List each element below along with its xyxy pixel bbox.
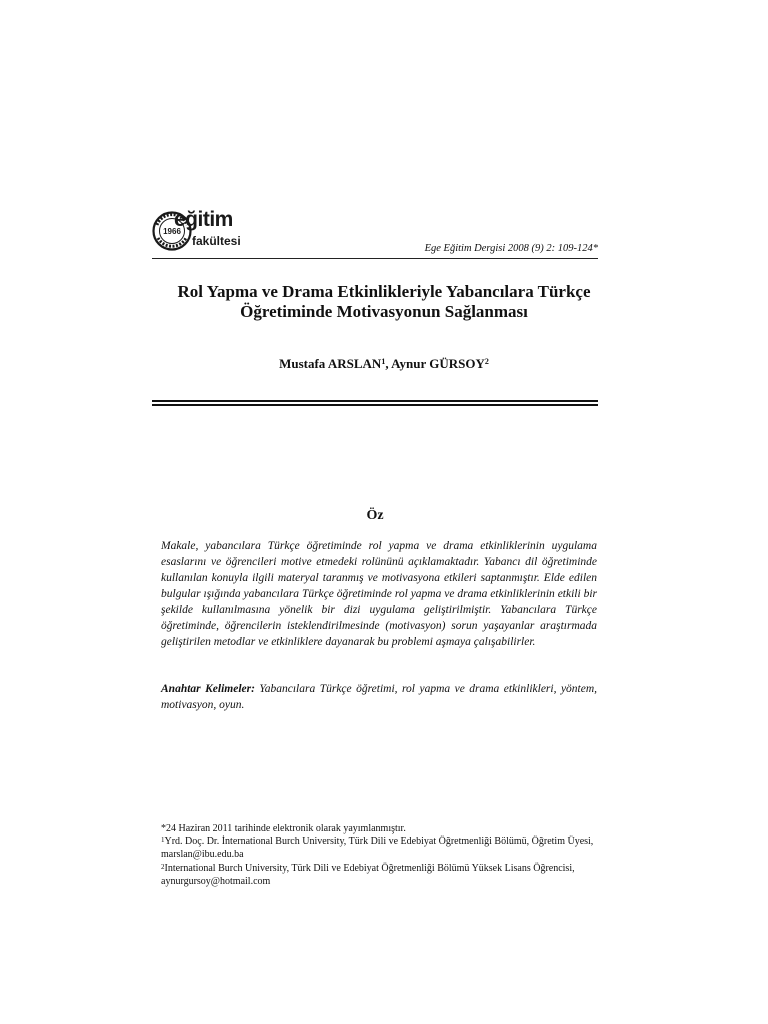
footnote	[161, 822, 601, 835]
header-rule	[152, 258, 598, 259]
footnote-mark: 2	[161, 862, 165, 871]
journal-reference: Ege Eğitim Dergisi 2008 (9) 2: 109-124*	[424, 243, 598, 254]
logo-word-fakultesi: fakültesi	[192, 234, 241, 248]
seal-year: 1966	[163, 227, 181, 236]
footnote	[161, 862, 601, 888]
footnote-text: *24 Haziran 2011 tarihinde elektronik olarak yayımlanmıştır.	[161, 823, 406, 834]
author-footnote-mark: 1	[381, 357, 386, 366]
author-name: Aynur GÜRSOY	[391, 356, 485, 371]
footnote	[161, 835, 601, 861]
faculty-logo	[152, 209, 244, 253]
abstract-text: Makale, yabancılara Türkçe öğretiminde rol yapma ve drama etkinliklerinin uygulama esaslarını ve öğrencileri motive etmedeki rolününü açıklamaktadır. Yabancı dil öğretiminde kullanılan konuyla ilgili materyal taranmış ve motivasyona etkileri saptanmıştır. Elde edilen bulgular ışığında yabancılara Türkçe öğretiminde rol yapma ve drama etkinliklerinin etkili bir şekilde kullanılmasına yönelik bir dizi uygulama geliştirilmiştir. Yabancılara Türkçe öğretiminde, öğrencilerin isteklendirilmesinde (motivasyon) sorun yaşayanlar araştırmada geliştirilen metodlar ve etkinliklere dayanarak bu problemi aşmaya çalışabilirler.	[161, 540, 597, 648]
title-rule-upper	[152, 400, 598, 402]
footnote-mark: 1	[161, 836, 165, 845]
author-name: Mustafa ARSLAN	[279, 356, 382, 371]
footnotes	[161, 822, 601, 888]
author-separator: ,	[385, 356, 392, 371]
keywords-text: Yabancılara Türkçe öğretimi, rol yapma ve drama etkinlikleri, yöntem, motivasyon, oyun.	[161, 683, 598, 711]
keywords-label: Anahtar Kelimeler:	[161, 683, 255, 695]
author-footnote-mark: 2	[484, 357, 489, 366]
logo-word-egitim: eğitim	[174, 208, 233, 231]
abstract-heading: Öz	[366, 508, 384, 523]
author-line	[130, 356, 638, 372]
keywords-paragraph	[161, 681, 597, 713]
title-rule-lower	[152, 404, 598, 406]
footnote-text: Yrd. Doç. Dr. İnternational Burch University, Türk Dili ve Edebiyat Öğretmenliği Bölümü, Öğretim Üyesi, marslan@ibu.edu.ba	[161, 836, 594, 861]
article-title: Rol Yapma ve Drama Etkinlikleriyle Yabancılara Türkçe Öğretiminde Motivasyonun Sağlanması	[177, 282, 591, 321]
footnote-text: International Burch University, Türk Dili ve Edebiyat Öğretmenliği Bölümü Yüksek Lisans Öğrencisi, aynurgursoy@hotmail.com	[161, 862, 575, 887]
